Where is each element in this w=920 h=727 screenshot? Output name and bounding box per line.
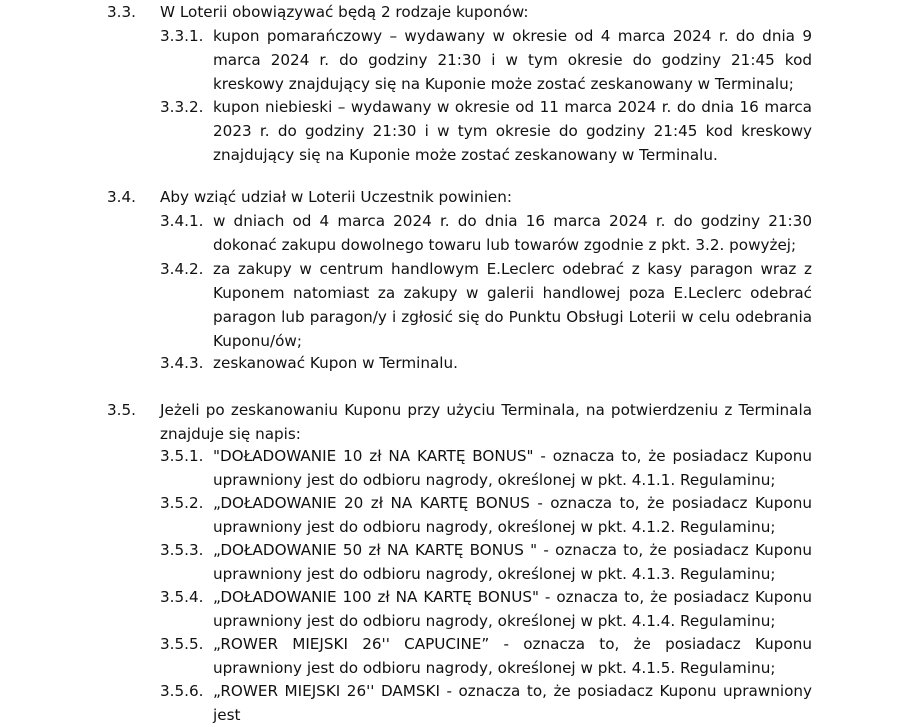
section-number: 3.4. xyxy=(107,188,136,206)
section-number: 3.3. xyxy=(107,3,136,21)
item-text: kupon pomarańczowy – wydawany w okresie od 4 marca 2024 r. do dnia 9 marca 2024 r. do godziny 21:30 i w tym okresie do godziny 21:45 kod kreskowy znajdujący się na Kuponie może zostać zeskanowany w Terminalu; xyxy=(213,27,812,93)
section-text: Jeżeli po zeskanowaniu Kuponu przy użyciu Terminala, na potwierdzeniu z Terminala znajduje się napis: xyxy=(160,401,812,443)
item-number: 3.4.3. xyxy=(160,354,204,372)
item-number: 3.5.5. xyxy=(160,635,204,653)
section-number: 3.5. xyxy=(107,401,136,419)
item-text: "DOŁADOWANIE 10 zł NA KARTĘ BONUS" - oznacza to, że posiadacz Kuponu uprawniony jest do odbioru nagrody, określonej w pkt. 4.1.1. Regulaminu; xyxy=(213,447,812,489)
item-number: 3.5.6. xyxy=(160,682,204,700)
item-number: 3.4.2. xyxy=(160,260,204,278)
item-number: 3.5.1. xyxy=(160,447,204,465)
item-text: zeskanować Kupon w Terminalu. xyxy=(213,354,458,372)
item-text: „DOŁADOWANIE 50 zł NA KARTĘ BONUS " - oznacza to, że posiadacz Kuponu uprawniony jest do odbioru nagrody, określonej w pkt. 4.1.3. Regulaminu; xyxy=(213,541,812,583)
item-text: „DOŁADOWANIE 20 zł NA KARTĘ BONUS - oznacza to, że posiadacz Kuponu uprawniony jest do odbioru nagrody, określonej w pkt. 4.1.2. Regulaminu; xyxy=(213,494,812,536)
item-number: 3.5.4. xyxy=(160,588,204,606)
item-text: „ROWER MIEJSKI 26'' DAMSKI - oznacza to, że posiadacz Kuponu uprawniony jest xyxy=(213,682,812,724)
item-number: 3.3.1. xyxy=(160,27,204,45)
section-text: W Loterii obowiązywać będą 2 rodzaje kuponów: xyxy=(160,3,529,21)
item-text: za zakupy w centrum handlowym E.Leclerc odebrać z kasy paragon wraz z Kuponem natomiast za zakupy w galerii handlowej poza E.Leclerc odebrać paragon lub paragon/y i zgłosić się do Punktu Obsługi Loterii w celu odebrania Kuponu/ów; xyxy=(213,260,812,350)
item-number: 3.3.2. xyxy=(160,98,204,116)
item-number: 3.4.1. xyxy=(160,212,204,230)
item-number: 3.5.3. xyxy=(160,541,204,559)
section-text: Aby wziąć udział w Loterii Uczestnik powinien: xyxy=(160,188,513,206)
item-text: „DOŁADOWANIE 100 zł NA KARTĘ BONUS" - oznacza to, że posiadacz Kuponu uprawniony jest do odbioru nagrody, określonej w pkt. 4.1.4. Regulaminu; xyxy=(213,588,812,630)
item-text: „ROWER MIEJSKI 26'' CAPUCINE” - oznacza to, że posiadacz Kuponu uprawniony jest do odbioru nagrody, określonej w pkt. 4.1.5. Regulaminu; xyxy=(213,635,812,677)
item-number: 3.5.2. xyxy=(160,494,204,512)
item-text: kupon niebieski – wydawany w okresie od 11 marca 2024 r. do dnia 16 marca 2023 r. do godziny 21:30 i w tym okresie do godziny 21:45 kod kreskowy znajdujący się na Kuponie może zostać zeskanowany w Terminalu. xyxy=(213,98,812,164)
item-text: w dniach od 4 marca 2024 r. do dnia 16 marca 2024 r. do godziny 21:30 dokonać zakupu dowolnego towaru lub towarów zgodnie z pkt. 3.2. powyżej; xyxy=(213,212,812,254)
